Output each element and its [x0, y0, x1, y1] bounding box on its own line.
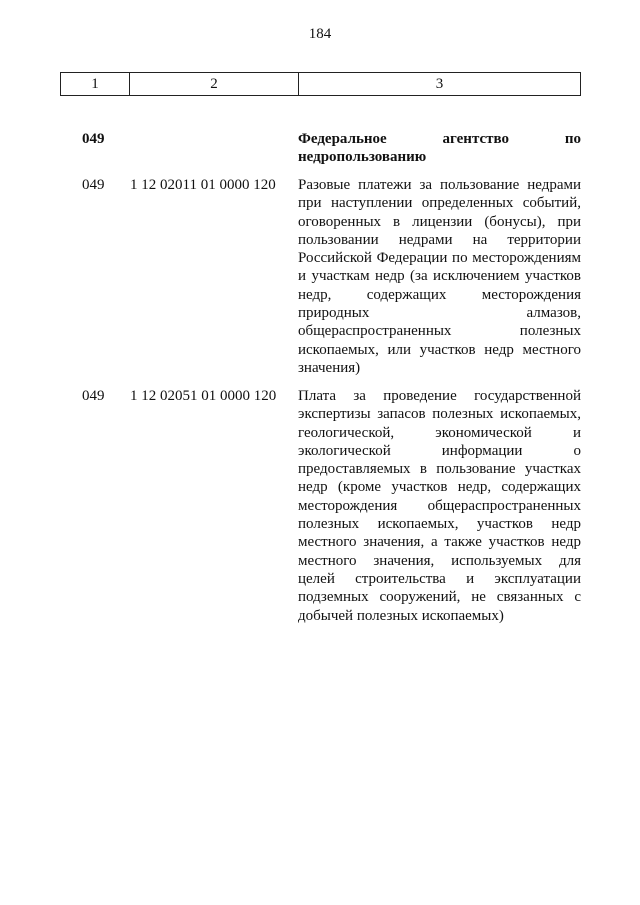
budget-classification-code: 1 12 02051 01 0000 120	[130, 388, 277, 404]
column-header-table	[60, 72, 581, 96]
budget-classification-code: 1 12 02011 01 0000 120	[130, 177, 276, 193]
column-header-3: 3	[435, 76, 444, 92]
admin-code: 049	[82, 131, 105, 147]
column-header-1: 1	[61, 73, 130, 95]
admin-code: 049	[82, 388, 105, 404]
page-number: 184	[308, 26, 332, 42]
item-name: Плата за проведение государственной экспертизы запасов полезных ископаемых, геологической, экономической и экологической информации о предоставляемых в пользование участках недр (кроме участков недр, содержащих месторождения общераспространенных полезных ископаемых, участков недр местного значения, а также участков недр местного значения, используемых для целей строительства и эксплуатации подземных сооружений, не связанных с добычей полезных ископаемых)	[298, 388, 581, 624]
item-name: Разовые платежи за пользование недрами при наступлении определенных событий, оговоренных в лицензии (бонусы), при пользовании недрами на территории Российской Федерации по месторождениям и участкам недр (за исключением участков недр, содержащих месторождения природных алмазов, общераспространенных полезных ископаемых, или участков недр местного значения)	[298, 177, 581, 376]
item-name: Федеральное агентство по недропользованию	[298, 131, 581, 166]
column-header-2: 2	[130, 73, 299, 95]
admin-code: 049	[82, 177, 105, 193]
